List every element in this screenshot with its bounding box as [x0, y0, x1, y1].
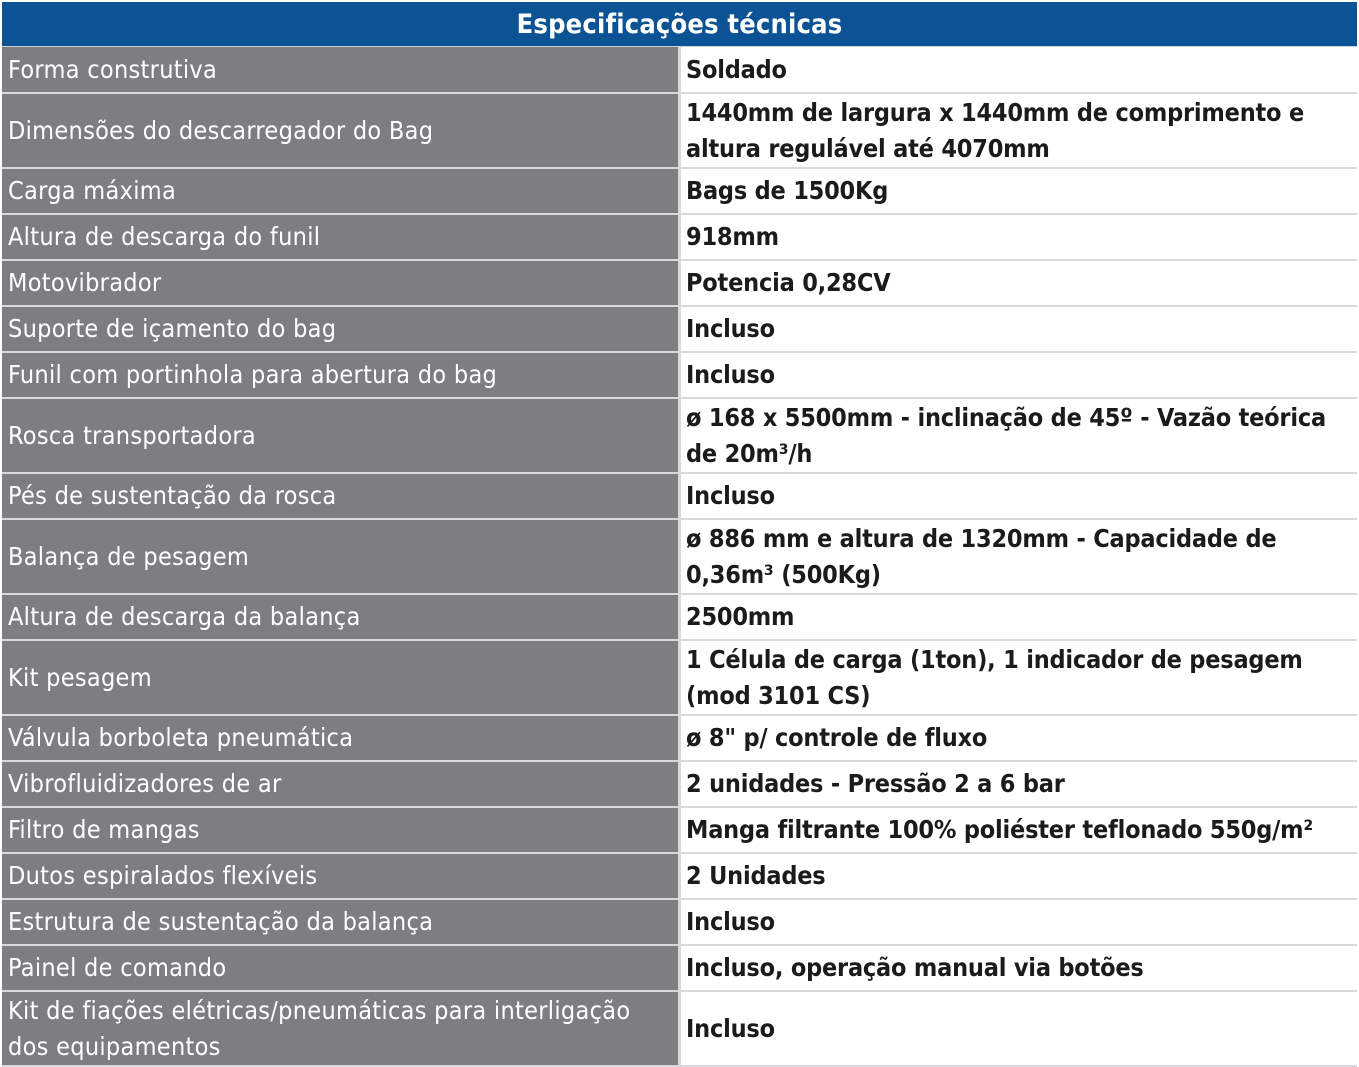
table-row — [2, 260, 1357, 306]
spec-label: Forma construtiva — [2, 47, 680, 94]
spec-label: Altura de descarga da balança — [2, 594, 680, 640]
table-row — [2, 398, 1357, 473]
spec-value: 2 Unidades — [680, 853, 1358, 899]
spec-label: Motovibrador — [2, 260, 680, 306]
spec-value: Potencia 0,28CV — [680, 260, 1358, 306]
spec-label: Vibrofluidizadores de ar — [2, 761, 680, 807]
spec-value: 2 unidades - Pressão 2 a 6 bar — [680, 761, 1358, 807]
table-row — [2, 715, 1357, 761]
table-row — [2, 807, 1357, 853]
table-row — [2, 352, 1357, 398]
table-row — [2, 899, 1357, 945]
spec-value: Incluso — [680, 899, 1358, 945]
spec-label: Estrutura de sustentação da balança — [2, 899, 680, 945]
table-row — [2, 47, 1357, 94]
spec-value: 918mm — [680, 214, 1358, 260]
table-row — [2, 945, 1357, 991]
spec-label: Suporte de içamento do bag — [2, 306, 680, 352]
spec-value: Incluso — [680, 473, 1358, 519]
spec-label: Carga máxima — [2, 168, 680, 214]
spec-value: Incluso — [680, 991, 1358, 1066]
table-title: Especificações técnicas — [2, 2, 1357, 47]
table-row — [2, 761, 1357, 807]
table-row — [2, 991, 1357, 1066]
table-row — [2, 519, 1357, 594]
spec-value: ø 886 mm e altura de 1320mm - Capacidade de 0,36m³ (500Kg) — [680, 519, 1358, 594]
spec-value: ø 168 x 5500mm - inclinação de 45º - Vazão teórica de 20m³/h — [680, 398, 1358, 473]
table-row — [2, 306, 1357, 352]
table-row — [2, 168, 1357, 214]
specifications-table — [2, 2, 1357, 1067]
table-row — [2, 214, 1357, 260]
table-row — [2, 594, 1357, 640]
spec-label: Válvula borboleta pneumática — [2, 715, 680, 761]
spec-label: Funil com portinhola para abertura do bag — [2, 352, 680, 398]
spec-value: Incluso — [680, 352, 1358, 398]
spec-value: Incluso, operação manual via botões — [680, 945, 1358, 991]
spec-label: Rosca transportadora — [2, 398, 680, 473]
spec-label: Kit pesagem — [2, 640, 680, 715]
table-row — [2, 853, 1357, 899]
table-row — [2, 473, 1357, 519]
spec-label: Pés de sustentação da rosca — [2, 473, 680, 519]
spec-value: 1440mm de largura x 1440mm de comprimento e altura regulável até 4070mm — [680, 93, 1358, 168]
spec-label: Balança de pesagem — [2, 519, 680, 594]
table-header-row — [2, 2, 1357, 47]
table-row — [2, 640, 1357, 715]
spec-value: Soldado — [680, 47, 1358, 94]
spec-value: 2500mm — [680, 594, 1358, 640]
spec-value: ø 8" p/ controle de fluxo — [680, 715, 1358, 761]
spec-value: Manga filtrante 100% poliéster teflonado 550g/m² — [680, 807, 1358, 853]
spec-label: Altura de descarga do funil — [2, 214, 680, 260]
spec-value: 1 Célula de carga (1ton), 1 indicador de pesagem (mod 3101 CS) — [680, 640, 1358, 715]
table-row — [2, 93, 1357, 168]
spec-label: Kit de fiações elétricas/pneumáticas para interligação dos equipamentos — [2, 991, 680, 1066]
spec-label: Painel de comando — [2, 945, 680, 991]
spec-label: Filtro de mangas — [2, 807, 680, 853]
spec-value: Bags de 1500Kg — [680, 168, 1358, 214]
spec-label: Dutos espiralados flexíveis — [2, 853, 680, 899]
spec-value: Incluso — [680, 306, 1358, 352]
spec-label: Dimensões do descarregador do Bag — [2, 93, 680, 168]
